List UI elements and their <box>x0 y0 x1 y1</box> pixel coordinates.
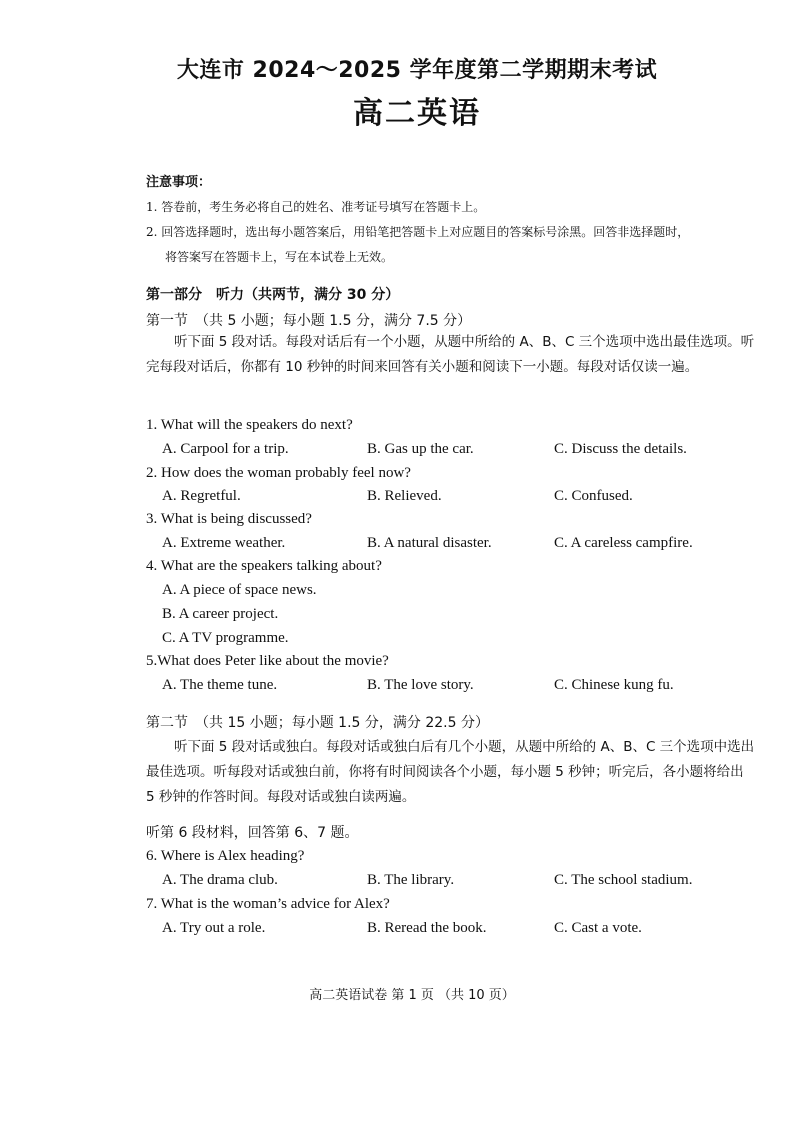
option-c: C. The school stadium. <box>554 872 693 888</box>
notice-block <box>146 170 756 270</box>
question-2: 2. How does the woman probably feel now? <box>146 465 411 481</box>
section2-heading: 第二节 （共 15 小题；每小题 1.5 分，满分 22.5 分） <box>146 715 489 731</box>
option-a: A. Extreme weather. <box>162 535 286 551</box>
page-footer: 高二英语试卷 第 1 页 （共 10 页） <box>309 988 515 1003</box>
option-c: C. Discuss the details. <box>554 441 687 457</box>
question-1: 1. What will the speakers do next? <box>146 417 353 433</box>
option-b: B. A natural disaster. <box>367 535 492 551</box>
part1-heading: 第一部分 听力（共两节，满分 30 分） <box>146 287 400 303</box>
notice-item: 2. 回答选择题时，选出每小题答案后，用铅笔把答题卡上对应题目的答案标号涂黑。回答非选择题时， <box>146 225 690 239</box>
option-a: A. Regretful. <box>162 488 241 504</box>
section1-heading: 第一节 （共 5 小题；每小题 1.5 分，满分 7.5 分） <box>146 313 472 329</box>
option-a: A. The drama club. <box>162 872 278 888</box>
option-b: B. The library. <box>367 872 455 888</box>
section2-instructions: 听下面 5 段对话或独白。每段对话或独白后有几个小题，从题中所给的 A、B、C 三个选项中选出最佳选项。听每段对话或独白前，你将有时间阅读各个小题，每小题 5 秒钟；听完后，各小题将给出 5 秒钟的作答时间。每段对话或独白读两遍。 <box>146 739 755 805</box>
notice-item: 1. 答卷前，考生务必将自己的姓名、准考证号填写在答题卡上。 <box>146 200 486 214</box>
exam-title: 大连市 2024～2025 学年度第二学期期末考试 <box>176 58 658 83</box>
option-c: C. A TV programme. <box>162 630 289 646</box>
option-a: A. Carpool for a trip. <box>162 441 289 457</box>
option-b: B. A career project. <box>162 606 279 622</box>
option-b: B. Relieved. <box>367 488 442 504</box>
notice-item: 将答案写在答题卡上，写在本试卷上无效。 <box>165 250 394 264</box>
question-6: 6. Where is Alex heading? <box>146 848 305 864</box>
option-b: B. Gas up the car. <box>367 441 474 457</box>
listen-note: 听第 6 段材料，回答第 6、7 题。 <box>146 825 359 841</box>
option-b: B. Reread the book. <box>367 920 487 936</box>
option-c: C. A careless campfire. <box>554 535 693 551</box>
question-3: 3. What is being discussed? <box>146 511 312 527</box>
question-4: 4. What are the speakers talking about? <box>146 558 382 574</box>
option-a: A. A piece of space news. <box>162 582 317 598</box>
question-7: 7. What is the woman’s advice for Alex? <box>146 896 390 912</box>
option-c: C. Confused. <box>554 488 633 504</box>
notice-heading: 注意事项： <box>146 175 212 190</box>
question-5: 5.What does Peter like about the movie? <box>146 653 389 669</box>
option-a: A. The theme tune. <box>162 677 278 693</box>
option-b: B. The love story. <box>367 677 474 693</box>
option-c: C. Chinese kung fu. <box>554 677 674 693</box>
option-c: C. Cast a vote. <box>554 920 642 936</box>
subject-title: 高二英语 <box>353 96 481 131</box>
option-a: A. Try out a role. <box>162 920 266 936</box>
section1-instructions: 听下面 5 段对话。每段对话后有一个小题，从题中所给的 A、B、C 三个选项中选出最佳选项。听完每段对话后，你都有 10 秒钟的时间来回答有关小题和阅读下一小题。每段对话仅读一遍。 <box>146 334 755 375</box>
